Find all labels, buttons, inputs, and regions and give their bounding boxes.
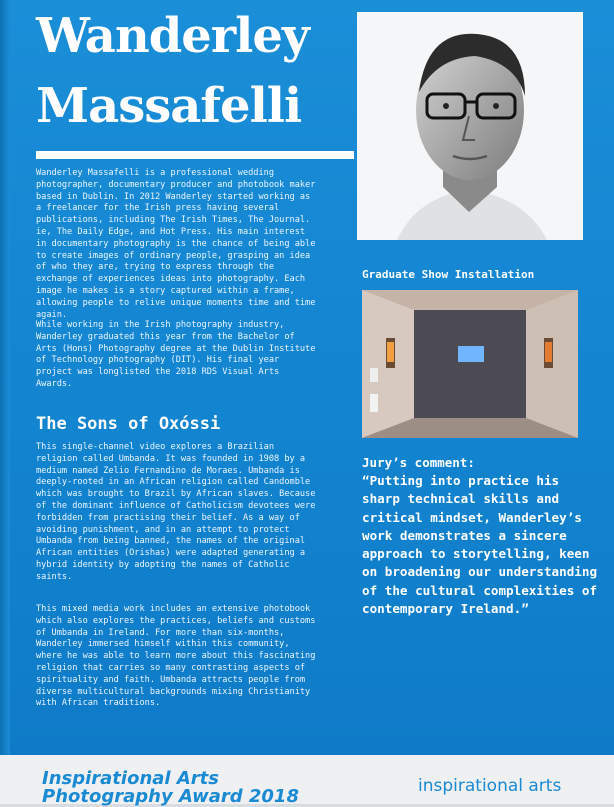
jury-label: Jury’s comment:	[362, 455, 475, 470]
bio-paragraph-1: Wanderley Massafelli is a professional wedding photographer, documentary producer and photobook maker based in Dublin. In 2012 Wanderley started working as a freelancer for the Irish press having several publications, including The Irish Times, The Journal. ie, The Daily Edge, and Hot Press. His main interest in documentary photography is the chance of being able to create images of ordinary people, grasping an idea of who they are, trying to express through the exchange of experiences ideas into photography. Each image he makes is a story captured within a frame, allowing people to relive unique moments time and time again.	[36, 168, 316, 320]
project-heading: The Sons of Oxóssi	[36, 414, 221, 434]
installation-photo	[362, 290, 578, 438]
jury-quote: “Putting into practice his sharp technical skills and critical mindset, Wanderley’s work demonstrates a sincere approach to storytelling, keen on broadening our understanding of the cultural complexities of contemporary Ireland.”	[362, 473, 598, 617]
portrait-photo	[357, 12, 583, 240]
brand-logo-text: inspirational arts	[418, 776, 562, 796]
poster-edge	[0, 0, 10, 755]
installation-caption: Graduate Show Installation	[362, 268, 535, 281]
award-title-line2: Photography Award 2018	[42, 786, 299, 807]
bio-paragraph-2: While working in the Irish photography industry, Wanderley graduated this year from the Bachelor of Arts (Hons) Photography degree at the Dublin Institute of Technology photography (DIT). His final year project was longlisted the 2018 RDS Visual Arts Awards.	[36, 320, 316, 389]
installation-icon	[362, 290, 578, 438]
project-paragraph-2: This mixed media work includes an extensive photobook which also explores the practices, beliefs and customs of Umbanda in Ireland. For more than six-months, Wanderley immersed himself within this community, where he was able to learn more about this fascinating religion that carries so many contrasting aspects of spirituality and faith. Umbanda attracts people from diverse multicultural backgrounds mixing Christianity with African traditions.	[36, 604, 316, 709]
title-rule	[36, 151, 354, 159]
artist-name-first: Wanderley	[36, 8, 309, 64]
artist-name-last: Massafelli	[36, 78, 302, 134]
award-title-line1: Inspirational Arts	[42, 768, 219, 789]
portrait-icon	[357, 12, 583, 240]
project-paragraph-1: This single-channel video explores a Brazilian religion called Umbanda. It was founded in 1908 by a medium named Zelio Fernandino de Moraes. Umbanda is deeply-rooted in an African religion called Candomble which was brought to Brazil by African slaves. Because of the dominant influence of Catholicism devotees were forbidden from practising their belief. As a way of avoiding punishment, and in an attempt to protect Umbanda from being banned, the names of the original African entities (Orishas) were adapted generating a hybrid identity by adopting the names of Catholic saints.	[36, 442, 316, 582]
